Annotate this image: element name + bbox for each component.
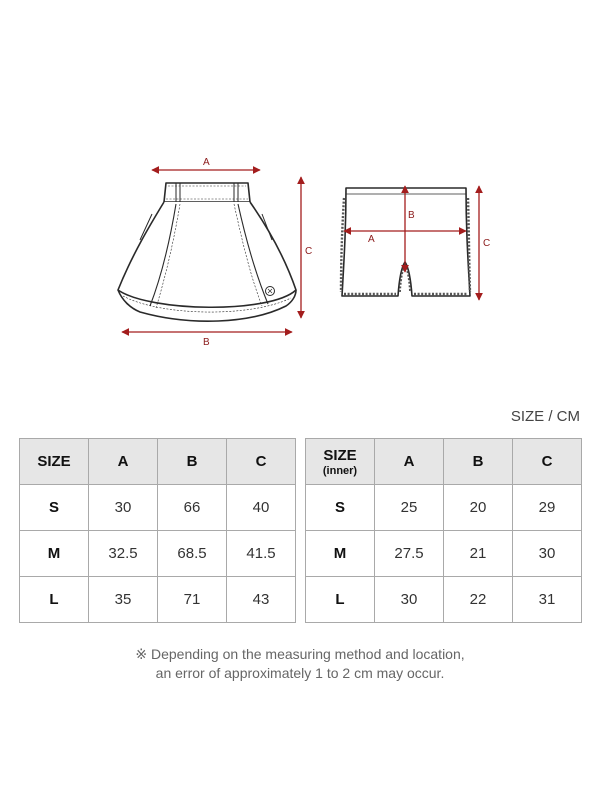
size-cell: M xyxy=(306,531,375,577)
header-size-label: SIZE xyxy=(323,446,357,464)
header-c: C xyxy=(227,439,296,485)
header-size xyxy=(306,439,375,485)
value-cell: 35 xyxy=(89,577,158,623)
header-size-sub: (inner) xyxy=(322,464,358,477)
header-b: B xyxy=(444,439,513,485)
note-line-1: ※ Depending on the measuring method and location, xyxy=(135,646,465,662)
skirt-illustration xyxy=(118,183,296,321)
table-row xyxy=(20,531,296,577)
unit-label: SIZE / CM xyxy=(510,408,580,425)
value-cell: 66 xyxy=(158,485,227,531)
garment-diagram xyxy=(0,0,600,380)
table-header-row xyxy=(306,439,582,485)
value-cell: 30 xyxy=(89,485,158,531)
value-cell: 41.5 xyxy=(227,531,296,577)
table-row xyxy=(306,531,582,577)
table-row xyxy=(306,485,582,531)
value-cell: 25 xyxy=(375,485,444,531)
value-cell: 40 xyxy=(227,485,296,531)
size-cell: L xyxy=(20,577,89,623)
header-b: B xyxy=(158,439,227,485)
skirt-label-b: B xyxy=(203,337,210,348)
header-a: A xyxy=(375,439,444,485)
skirt-label-c: C xyxy=(305,246,313,257)
value-cell: 30 xyxy=(375,577,444,623)
value-cell: 43 xyxy=(227,577,296,623)
value-cell: 30 xyxy=(513,531,582,577)
measurement-note xyxy=(0,645,600,683)
header-c: C xyxy=(513,439,582,485)
size-cell: L xyxy=(306,577,375,623)
table-row xyxy=(20,577,296,623)
skirt-label-a: A xyxy=(203,157,210,168)
value-cell: 29 xyxy=(513,485,582,531)
value-cell: 27.5 xyxy=(375,531,444,577)
table-header-row xyxy=(20,439,296,485)
value-cell: 68.5 xyxy=(158,531,227,577)
size-cell: M xyxy=(20,531,89,577)
value-cell: 21 xyxy=(444,531,513,577)
table-row xyxy=(20,485,296,531)
size-cell: S xyxy=(306,485,375,531)
note-line-2: an error of approximately 1 to 2 cm may occur. xyxy=(155,665,445,681)
header-a: A xyxy=(89,439,158,485)
shorts-label-a: A xyxy=(368,234,375,245)
value-cell: 22 xyxy=(444,577,513,623)
skirt-size-table xyxy=(19,438,296,623)
header-size: SIZE xyxy=(20,439,89,485)
table-row xyxy=(306,577,582,623)
shorts-label-c: C xyxy=(483,238,491,249)
shorts-size-table xyxy=(305,438,582,623)
shorts-label-b: B xyxy=(408,210,415,221)
value-cell: 71 xyxy=(158,577,227,623)
value-cell: 20 xyxy=(444,485,513,531)
value-cell: 31 xyxy=(513,577,582,623)
value-cell: 32.5 xyxy=(89,531,158,577)
size-cell: S xyxy=(20,485,89,531)
